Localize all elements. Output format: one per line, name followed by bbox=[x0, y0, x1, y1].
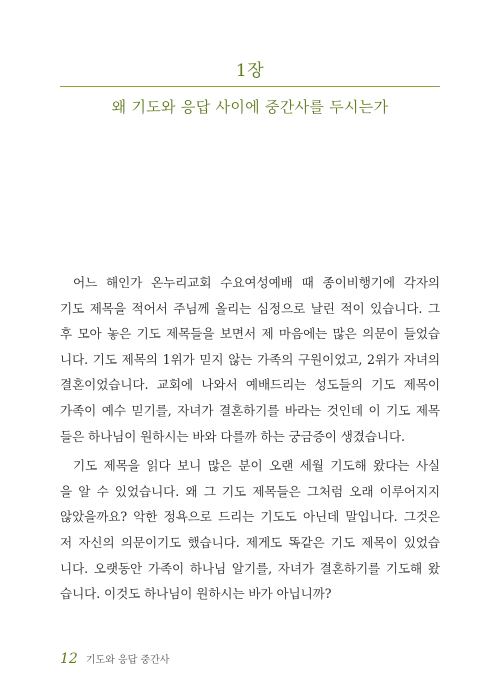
paragraph-2 bbox=[60, 453, 440, 607]
text-line: 결혼이었습니다. 교회에 나와서 예배드리는 성도들의 기도 제목이 bbox=[60, 377, 440, 393]
chapter-title: 왜 기도와 응답 사이에 중간사를 두시는가 bbox=[111, 98, 389, 116]
page-footer bbox=[60, 651, 169, 667]
running-title: 기도와 응답 중간사 bbox=[85, 655, 170, 666]
text-line: 저 자신의 의문이기도 했습니다. 제게도 똑같은 기도 제목이 있었습 bbox=[60, 534, 440, 550]
paragraph-1 bbox=[60, 270, 440, 449]
text-line: 니다. 기도 제목의 1위가 믿지 않는 가족의 구원이었고, 2위가 자녀의 bbox=[60, 351, 440, 367]
text-line: 습니다. 이것도 하나님이 원하시는 바가 아닙니까? bbox=[60, 586, 332, 602]
page-number: 12 bbox=[60, 651, 78, 667]
text-line: 후 모아 놓은 기도 제목들을 보면서 제 마음에는 많은 의문이 들었습 bbox=[60, 326, 440, 342]
text-line: 들은 하나님이 원하시는 바와 다를까 하는 궁금증이 생겼습니다. bbox=[60, 428, 405, 444]
text-line: 가족이 예수 믿기를, 자녀가 결혼하기를 바라는 것인데 이 기도 제목 bbox=[60, 402, 440, 418]
text-line: 을 알 수 있었습니다. 왜 그 기도 제목들은 그처럼 오래 이루어지지 bbox=[60, 483, 440, 499]
text-line: 니다. 오랫동안 가족이 하나님 알기를, 자녀가 결혼하기를 기도해 왔 bbox=[60, 560, 440, 576]
text-line: 기도 제목을 읽다 보니 많은 분이 오랜 세월 기도해 왔다는 사실 bbox=[73, 458, 440, 474]
text-line: 기도 제목을 적어서 주님께 올리는 심정으로 날린 적이 있습니다. 그 bbox=[60, 300, 440, 316]
text-line: 어느 해인가 온누리교회 수요여성예배 때 종이비행기에 각자의 bbox=[73, 275, 440, 290]
chapter-divider bbox=[60, 86, 440, 87]
text-line: 않았을까요? 악한 정욕으로 드리는 기도도 아닌데 말입니다. 그것은 bbox=[60, 509, 440, 525]
body-text bbox=[60, 270, 440, 611]
chapter-number: 1장 bbox=[235, 61, 265, 81]
